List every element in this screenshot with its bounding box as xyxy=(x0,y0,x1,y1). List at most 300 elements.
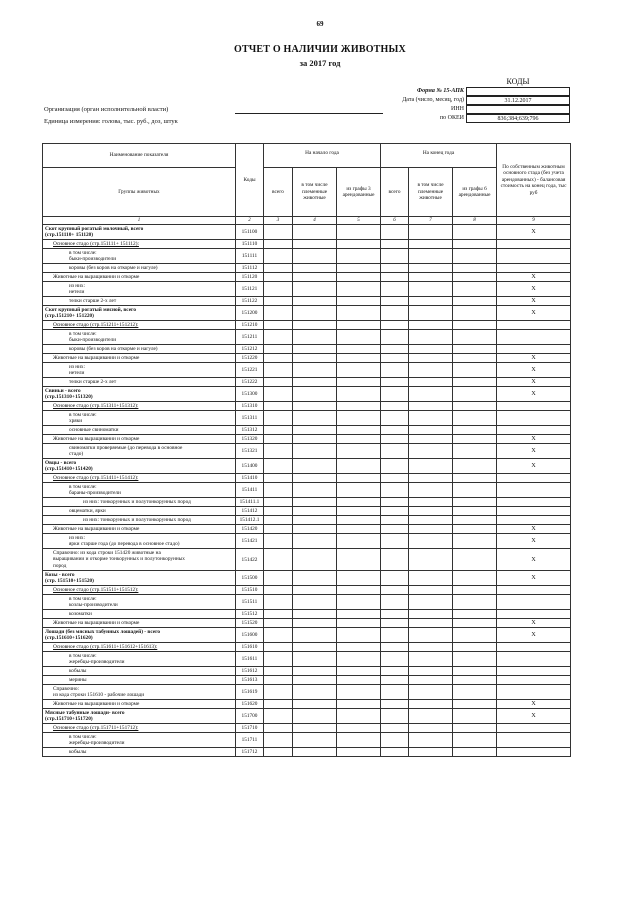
value-cell[interactable] xyxy=(293,516,337,525)
value-cell[interactable] xyxy=(264,411,293,426)
value-cell[interactable] xyxy=(293,345,337,354)
value-cell[interactable] xyxy=(293,507,337,516)
value-cell[interactable] xyxy=(453,282,497,297)
own-animals-cell[interactable] xyxy=(497,321,571,330)
value-cell[interactable] xyxy=(381,306,409,321)
value-cell[interactable] xyxy=(264,628,293,643)
value-cell[interactable] xyxy=(453,402,497,411)
value-cell[interactable] xyxy=(293,610,337,619)
value-cell[interactable] xyxy=(381,225,409,240)
value-cell[interactable] xyxy=(337,534,381,549)
value-cell[interactable] xyxy=(453,516,497,525)
value-cell[interactable] xyxy=(337,459,381,474)
value-cell[interactable] xyxy=(337,378,381,387)
value-cell[interactable] xyxy=(409,474,453,483)
value-cell[interactable] xyxy=(264,733,293,748)
value-cell[interactable] xyxy=(409,435,453,444)
value-cell[interactable] xyxy=(381,643,409,652)
own-animals-cell[interactable]: X xyxy=(497,459,571,474)
value-cell[interactable] xyxy=(337,249,381,264)
value-cell[interactable] xyxy=(293,426,337,435)
own-animals-cell[interactable] xyxy=(497,474,571,483)
value-cell[interactable] xyxy=(264,525,293,534)
value-cell[interactable] xyxy=(293,435,337,444)
value-cell[interactable] xyxy=(293,363,337,378)
value-cell[interactable] xyxy=(293,459,337,474)
value-cell[interactable] xyxy=(453,700,497,709)
value-cell[interactable] xyxy=(409,571,453,586)
value-cell[interactable] xyxy=(337,282,381,297)
value-cell[interactable] xyxy=(337,676,381,685)
value-cell[interactable] xyxy=(381,534,409,549)
value-cell[interactable] xyxy=(409,402,453,411)
own-animals-cell[interactable] xyxy=(497,402,571,411)
value-cell[interactable] xyxy=(409,676,453,685)
value-cell[interactable] xyxy=(381,330,409,345)
value-cell[interactable] xyxy=(264,345,293,354)
value-cell[interactable] xyxy=(293,273,337,282)
value-cell[interactable] xyxy=(337,426,381,435)
value-cell[interactable] xyxy=(337,474,381,483)
value-cell[interactable] xyxy=(381,411,409,426)
value-cell[interactable] xyxy=(453,586,497,595)
value-cell[interactable] xyxy=(381,507,409,516)
value-cell[interactable] xyxy=(337,444,381,459)
value-cell[interactable] xyxy=(264,306,293,321)
own-animals-cell[interactable] xyxy=(497,240,571,249)
own-animals-cell[interactable]: X xyxy=(497,534,571,549)
value-cell[interactable] xyxy=(264,724,293,733)
value-cell[interactable] xyxy=(337,595,381,610)
value-cell[interactable] xyxy=(453,733,497,748)
value-cell[interactable] xyxy=(381,516,409,525)
own-animals-cell[interactable]: X xyxy=(497,549,571,571)
value-cell[interactable] xyxy=(293,411,337,426)
value-cell[interactable] xyxy=(293,282,337,297)
value-cell[interactable] xyxy=(381,273,409,282)
value-cell[interactable] xyxy=(264,643,293,652)
value-cell[interactable] xyxy=(293,667,337,676)
value-cell[interactable] xyxy=(453,525,497,534)
value-cell[interactable] xyxy=(337,724,381,733)
own-animals-cell[interactable]: X xyxy=(497,571,571,586)
value-cell[interactable] xyxy=(409,411,453,426)
value-cell[interactable] xyxy=(453,249,497,264)
own-animals-cell[interactable] xyxy=(497,724,571,733)
value-cell[interactable] xyxy=(381,282,409,297)
own-animals-cell[interactable]: X xyxy=(497,354,571,363)
value-cell[interactable] xyxy=(264,586,293,595)
own-animals-cell[interactable] xyxy=(497,483,571,498)
value-cell[interactable] xyxy=(409,724,453,733)
value-cell[interactable] xyxy=(381,378,409,387)
value-cell[interactable] xyxy=(381,444,409,459)
value-cell[interactable] xyxy=(409,498,453,507)
own-animals-cell[interactable]: X xyxy=(497,435,571,444)
value-cell[interactable] xyxy=(381,402,409,411)
value-cell[interactable] xyxy=(381,387,409,402)
value-cell[interactable] xyxy=(381,667,409,676)
value-cell[interactable] xyxy=(264,474,293,483)
value-cell[interactable] xyxy=(293,628,337,643)
value-cell[interactable] xyxy=(453,748,497,757)
value-cell[interactable] xyxy=(381,733,409,748)
value-cell[interactable] xyxy=(409,282,453,297)
value-cell[interactable] xyxy=(337,586,381,595)
value-cell[interactable] xyxy=(453,354,497,363)
value-cell[interactable] xyxy=(337,321,381,330)
value-cell[interactable] xyxy=(293,525,337,534)
value-cell[interactable] xyxy=(381,474,409,483)
value-cell[interactable] xyxy=(293,676,337,685)
value-cell[interactable] xyxy=(381,240,409,249)
value-cell[interactable] xyxy=(337,435,381,444)
value-cell[interactable] xyxy=(337,411,381,426)
value-cell[interactable] xyxy=(264,571,293,586)
own-animals-cell[interactable] xyxy=(497,685,571,700)
value-cell[interactable] xyxy=(293,733,337,748)
own-animals-cell[interactable]: X xyxy=(497,444,571,459)
value-cell[interactable] xyxy=(264,595,293,610)
own-animals-cell[interactable] xyxy=(497,652,571,667)
value-cell[interactable] xyxy=(381,748,409,757)
value-cell[interactable] xyxy=(264,483,293,498)
value-cell[interactable] xyxy=(293,402,337,411)
value-cell[interactable] xyxy=(264,700,293,709)
value-cell[interactable] xyxy=(293,619,337,628)
value-cell[interactable] xyxy=(264,330,293,345)
value-cell[interactable] xyxy=(453,297,497,306)
value-cell[interactable] xyxy=(381,321,409,330)
value-cell[interactable] xyxy=(293,378,337,387)
value-cell[interactable] xyxy=(409,525,453,534)
value-cell[interactable] xyxy=(264,534,293,549)
value-cell[interactable] xyxy=(264,444,293,459)
value-cell[interactable] xyxy=(453,667,497,676)
value-cell[interactable] xyxy=(293,240,337,249)
value-cell[interactable] xyxy=(409,378,453,387)
value-cell[interactable] xyxy=(381,571,409,586)
value-cell[interactable] xyxy=(264,225,293,240)
value-cell[interactable] xyxy=(409,444,453,459)
value-cell[interactable] xyxy=(264,619,293,628)
value-cell[interactable] xyxy=(264,249,293,264)
value-cell[interactable] xyxy=(337,748,381,757)
value-cell[interactable] xyxy=(453,345,497,354)
value-cell[interactable] xyxy=(409,549,453,571)
value-cell[interactable] xyxy=(409,426,453,435)
value-cell[interactable] xyxy=(293,225,337,240)
value-cell[interactable] xyxy=(264,435,293,444)
value-cell[interactable] xyxy=(453,534,497,549)
own-animals-cell[interactable]: X xyxy=(497,297,571,306)
value-cell[interactable] xyxy=(381,724,409,733)
value-cell[interactable] xyxy=(264,402,293,411)
own-animals-cell[interactable]: X xyxy=(497,525,571,534)
value-cell[interactable] xyxy=(293,586,337,595)
value-cell[interactable] xyxy=(264,354,293,363)
value-cell[interactable] xyxy=(453,498,497,507)
value-cell[interactable] xyxy=(409,610,453,619)
value-cell[interactable] xyxy=(381,297,409,306)
value-cell[interactable] xyxy=(453,610,497,619)
value-cell[interactable] xyxy=(409,534,453,549)
own-animals-cell[interactable] xyxy=(497,733,571,748)
value-cell[interactable] xyxy=(293,652,337,667)
value-cell[interactable] xyxy=(409,483,453,498)
value-cell[interactable] xyxy=(337,225,381,240)
value-cell[interactable] xyxy=(453,507,497,516)
value-cell[interactable] xyxy=(409,516,453,525)
value-cell[interactable] xyxy=(337,733,381,748)
value-cell[interactable] xyxy=(409,595,453,610)
value-cell[interactable] xyxy=(293,549,337,571)
value-cell[interactable] xyxy=(409,330,453,345)
value-cell[interactable] xyxy=(293,297,337,306)
own-animals-cell[interactable]: X xyxy=(497,619,571,628)
value-cell[interactable] xyxy=(381,610,409,619)
value-cell[interactable] xyxy=(264,459,293,474)
value-cell[interactable] xyxy=(453,387,497,402)
value-cell[interactable] xyxy=(409,240,453,249)
own-animals-cell[interactable] xyxy=(497,667,571,676)
value-cell[interactable] xyxy=(264,507,293,516)
value-cell[interactable] xyxy=(337,402,381,411)
value-cell[interactable] xyxy=(264,297,293,306)
value-cell[interactable] xyxy=(409,321,453,330)
value-cell[interactable] xyxy=(409,264,453,273)
value-cell[interactable] xyxy=(337,345,381,354)
value-cell[interactable] xyxy=(293,700,337,709)
own-animals-cell[interactable]: X xyxy=(497,225,571,240)
value-cell[interactable] xyxy=(409,643,453,652)
value-cell[interactable] xyxy=(264,282,293,297)
value-cell[interactable] xyxy=(409,273,453,282)
own-animals-cell[interactable]: X xyxy=(497,363,571,378)
value-cell[interactable] xyxy=(409,652,453,667)
value-cell[interactable] xyxy=(453,549,497,571)
own-animals-cell[interactable] xyxy=(497,507,571,516)
value-cell[interactable] xyxy=(409,748,453,757)
value-cell[interactable] xyxy=(409,306,453,321)
value-cell[interactable] xyxy=(453,321,497,330)
own-animals-cell[interactable]: X xyxy=(497,628,571,643)
value-cell[interactable] xyxy=(337,498,381,507)
value-cell[interactable] xyxy=(337,240,381,249)
value-cell[interactable] xyxy=(381,595,409,610)
value-cell[interactable] xyxy=(337,610,381,619)
own-animals-cell[interactable] xyxy=(497,586,571,595)
value-cell[interactable] xyxy=(453,676,497,685)
value-cell[interactable] xyxy=(381,354,409,363)
value-cell[interactable] xyxy=(453,709,497,724)
own-animals-cell[interactable] xyxy=(497,643,571,652)
value-cell[interactable] xyxy=(381,628,409,643)
value-cell[interactable] xyxy=(337,643,381,652)
value-cell[interactable] xyxy=(381,249,409,264)
value-cell[interactable] xyxy=(453,459,497,474)
own-animals-cell[interactable] xyxy=(497,249,571,264)
value-cell[interactable] xyxy=(381,525,409,534)
value-cell[interactable] xyxy=(381,676,409,685)
value-cell[interactable] xyxy=(337,667,381,676)
value-cell[interactable] xyxy=(337,652,381,667)
value-cell[interactable] xyxy=(337,387,381,402)
value-cell[interactable] xyxy=(453,378,497,387)
value-cell[interactable] xyxy=(409,700,453,709)
value-cell[interactable] xyxy=(337,525,381,534)
value-cell[interactable] xyxy=(264,264,293,273)
value-cell[interactable] xyxy=(293,474,337,483)
value-cell[interactable] xyxy=(293,321,337,330)
value-cell[interactable] xyxy=(409,709,453,724)
value-cell[interactable] xyxy=(264,321,293,330)
value-cell[interactable] xyxy=(409,733,453,748)
own-animals-cell[interactable] xyxy=(497,345,571,354)
value-cell[interactable] xyxy=(409,354,453,363)
own-animals-cell[interactable] xyxy=(497,330,571,345)
value-cell[interactable] xyxy=(453,643,497,652)
own-animals-cell[interactable]: X xyxy=(497,700,571,709)
value-cell[interactable] xyxy=(453,685,497,700)
value-cell[interactable] xyxy=(293,685,337,700)
value-cell[interactable] xyxy=(409,667,453,676)
value-cell[interactable] xyxy=(264,363,293,378)
value-cell[interactable] xyxy=(453,652,497,667)
value-cell[interactable] xyxy=(381,619,409,628)
value-cell[interactable] xyxy=(293,724,337,733)
value-cell[interactable] xyxy=(409,685,453,700)
value-cell[interactable] xyxy=(453,483,497,498)
value-cell[interactable] xyxy=(409,345,453,354)
own-animals-cell[interactable]: X xyxy=(497,378,571,387)
own-animals-cell[interactable] xyxy=(497,264,571,273)
value-cell[interactable] xyxy=(381,652,409,667)
value-cell[interactable] xyxy=(337,330,381,345)
value-cell[interactable] xyxy=(409,459,453,474)
value-cell[interactable] xyxy=(264,709,293,724)
value-cell[interactable] xyxy=(293,444,337,459)
value-cell[interactable] xyxy=(453,411,497,426)
value-cell[interactable] xyxy=(337,571,381,586)
value-cell[interactable] xyxy=(293,264,337,273)
value-cell[interactable] xyxy=(337,483,381,498)
value-cell[interactable] xyxy=(453,264,497,273)
value-cell[interactable] xyxy=(453,619,497,628)
value-cell[interactable] xyxy=(409,297,453,306)
value-cell[interactable] xyxy=(409,586,453,595)
value-cell[interactable] xyxy=(453,444,497,459)
value-cell[interactable] xyxy=(264,498,293,507)
value-cell[interactable] xyxy=(337,507,381,516)
value-cell[interactable] xyxy=(337,297,381,306)
value-cell[interactable] xyxy=(337,685,381,700)
value-cell[interactable] xyxy=(453,595,497,610)
value-cell[interactable] xyxy=(453,306,497,321)
own-animals-cell[interactable] xyxy=(497,426,571,435)
own-animals-cell[interactable] xyxy=(497,411,571,426)
value-cell[interactable] xyxy=(293,498,337,507)
value-cell[interactable] xyxy=(381,435,409,444)
value-cell[interactable] xyxy=(337,516,381,525)
value-cell[interactable] xyxy=(453,273,497,282)
value-cell[interactable] xyxy=(453,330,497,345)
value-cell[interactable] xyxy=(264,610,293,619)
value-cell[interactable] xyxy=(337,363,381,378)
value-cell[interactable] xyxy=(409,249,453,264)
value-cell[interactable] xyxy=(264,676,293,685)
own-animals-cell[interactable] xyxy=(497,610,571,619)
value-cell[interactable] xyxy=(409,507,453,516)
value-cell[interactable] xyxy=(264,667,293,676)
value-cell[interactable] xyxy=(409,628,453,643)
value-cell[interactable] xyxy=(337,264,381,273)
value-cell[interactable] xyxy=(453,571,497,586)
value-cell[interactable] xyxy=(453,474,497,483)
value-cell[interactable] xyxy=(264,378,293,387)
value-cell[interactable] xyxy=(264,426,293,435)
value-cell[interactable] xyxy=(264,240,293,249)
own-animals-cell[interactable]: X xyxy=(497,273,571,282)
value-cell[interactable] xyxy=(293,643,337,652)
value-cell[interactable] xyxy=(264,652,293,667)
value-cell[interactable] xyxy=(381,426,409,435)
value-cell[interactable] xyxy=(337,306,381,321)
value-cell[interactable] xyxy=(381,549,409,571)
value-cell[interactable] xyxy=(453,724,497,733)
value-cell[interactable] xyxy=(337,354,381,363)
value-cell[interactable] xyxy=(453,363,497,378)
value-cell[interactable] xyxy=(293,354,337,363)
value-cell[interactable] xyxy=(453,225,497,240)
value-cell[interactable] xyxy=(264,549,293,571)
value-cell[interactable] xyxy=(293,387,337,402)
value-cell[interactable] xyxy=(337,273,381,282)
value-cell[interactable] xyxy=(264,748,293,757)
value-cell[interactable] xyxy=(381,685,409,700)
value-cell[interactable] xyxy=(293,330,337,345)
value-cell[interactable] xyxy=(381,363,409,378)
own-animals-cell[interactable] xyxy=(497,498,571,507)
own-animals-cell[interactable]: X xyxy=(497,282,571,297)
value-cell[interactable] xyxy=(381,709,409,724)
value-cell[interactable] xyxy=(264,685,293,700)
value-cell[interactable] xyxy=(381,345,409,354)
value-cell[interactable] xyxy=(264,273,293,282)
value-cell[interactable] xyxy=(293,306,337,321)
value-cell[interactable] xyxy=(409,225,453,240)
value-cell[interactable] xyxy=(293,571,337,586)
own-animals-cell[interactable] xyxy=(497,516,571,525)
value-cell[interactable] xyxy=(293,534,337,549)
value-cell[interactable] xyxy=(381,264,409,273)
value-cell[interactable] xyxy=(381,498,409,507)
value-cell[interactable] xyxy=(337,700,381,709)
value-cell[interactable] xyxy=(381,483,409,498)
value-cell[interactable] xyxy=(293,709,337,724)
value-cell[interactable] xyxy=(409,363,453,378)
value-cell[interactable] xyxy=(381,586,409,595)
value-cell[interactable] xyxy=(453,240,497,249)
value-cell[interactable] xyxy=(337,709,381,724)
own-animals-cell[interactable] xyxy=(497,595,571,610)
value-cell[interactable] xyxy=(453,628,497,643)
own-animals-cell[interactable]: X xyxy=(497,387,571,402)
value-cell[interactable] xyxy=(337,628,381,643)
own-animals-cell[interactable]: X xyxy=(497,709,571,724)
value-cell[interactable] xyxy=(381,700,409,709)
value-cell[interactable] xyxy=(409,619,453,628)
